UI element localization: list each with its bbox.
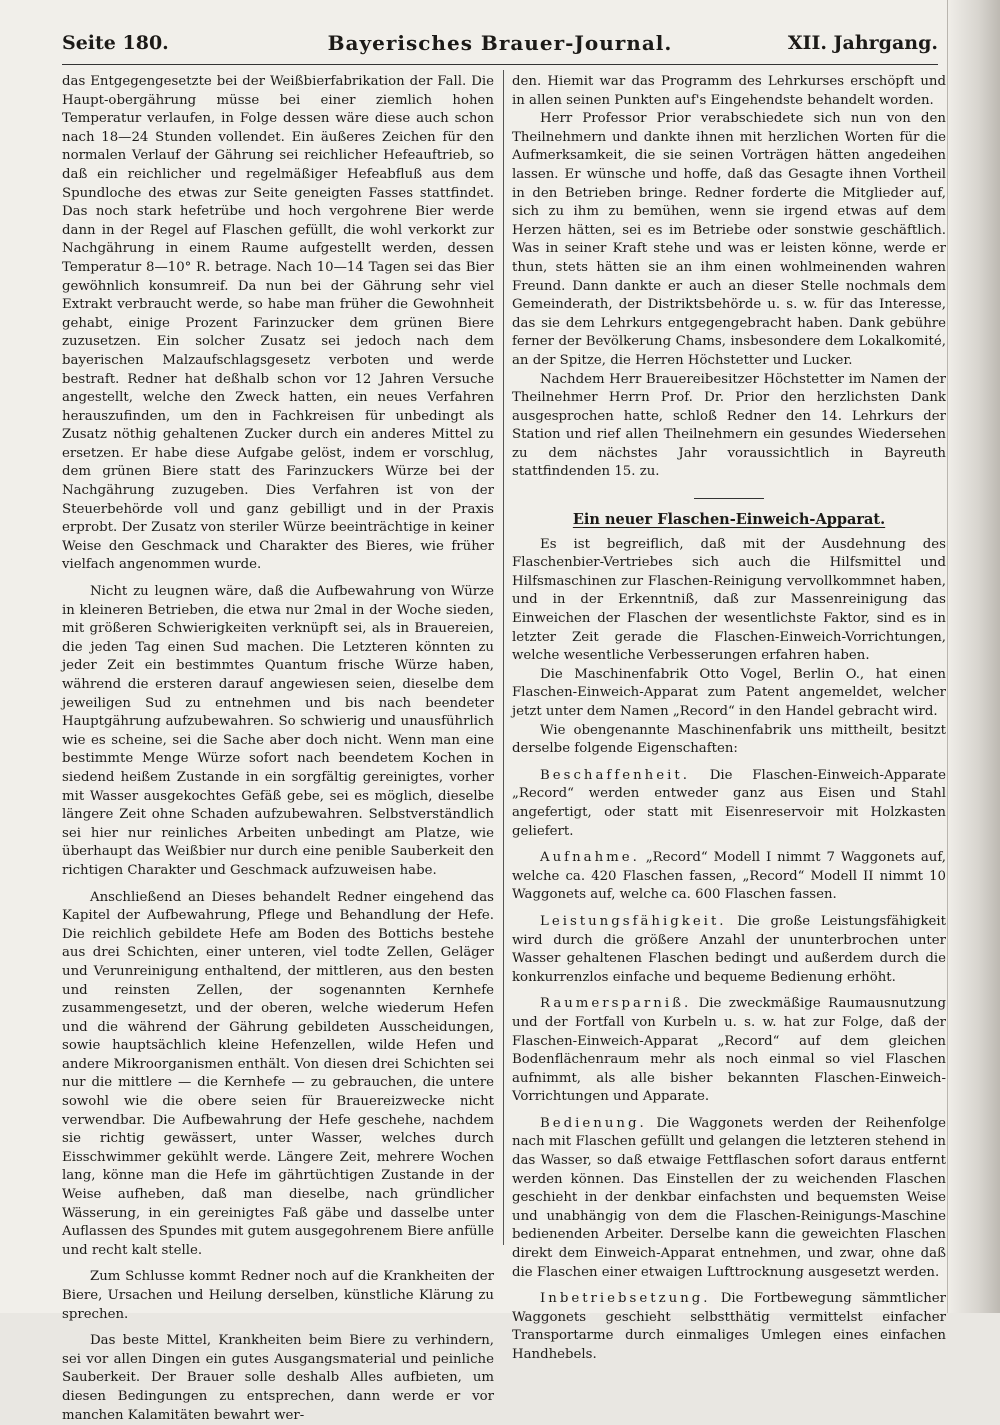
property-paragraph — [512, 767, 946, 841]
column-divider — [503, 70, 504, 1245]
page-edge-line — [947, 0, 948, 1313]
paragraph: Nachdem Herr Brauereibesitzer Höchstetter im Namen der Theilnehmer Herrn Prof. Dr. Prior den herzlichsten Dank ausgesprochen hatte, schloß Redner den 14. Lehrkurs der Station und rief allen Theilnehmern ein gesundes Wiedersehen zu dem nächstes Jahr voraussichtlich in Bayreuth stattfindenden 15. zu. — [512, 371, 946, 480]
property-term: Inbetriebsetzung. — [540, 1291, 711, 1307]
volume-label: XII. Jahrgang. — [787, 32, 938, 54]
paragraph: Nicht zu leugnen wäre, daß die Aufbewahrung von Würze in kleineren Betrieben, die etwa nur 2mal in der Woche sieden, mit größeren Schwierigkeiten verknüpft sei, als in Brauereien, die jeden Tag einen Sud machen. Die Letzteren könnten zu jeder Zeit ein bestimmtes Quantum frische Würze haben, während die ersteren darauf angewiesen seien, dieselbe dem jeweiligen Sud zu entnehmen und bis nach beendeter Hauptgährung aufzubewahren. So schwierig und unausführlich wie es scheine, sei die Sache aber doch nicht. Wenn man eine bestimmte Menge Würze sofort nach beendetem Kochen in siedend heißem Zustande in ein sorgfältig gereinigtes, vorher mit Wasser ausgekochtes Gefäß gebe, sei es möglich, dieselbe längere Zeit ohne Schaden aufzubewahren. Selbstverständlich sei hier nur reinliches Arbeiten unbedingt am Platze, wie überhaupt das Weißbier nur durch eine penible Sauberkeit den richtigen Charakter und Geschmack aufzuweisen habe. — [62, 584, 494, 878]
paragraph: Es ist begreiflich, daß mit der Ausdehnung des Flaschenbier-Vertriebes sich auch die Hilfsmittel und Hilfsmaschinen zur Flaschen-Reinigung vervollkommnet haben, und in der Erkenntniß, daß zur Massenreinigung das Einweichen der Flaschen der wesentlichste Faktor, sind es in letzter Zeit gerade die Flaschen-Einweich-Vorrichtungen, welche wesentliche Verbesserungen erfahren haben. — [512, 536, 946, 664]
property-paragraph — [512, 913, 946, 987]
property-paragraph — [512, 849, 946, 905]
property-text: „Record“ Modell I nimmt 7 Waggonets auf, welche ca. 420 Flaschen fassen, „Record“ Modell II nimmt 10 Waggonets auf, welche ca. 600 Flaschen fassen. — [512, 850, 946, 903]
page-header — [62, 30, 938, 60]
paragraph: Zum Schlusse kommt Redner noch auf die Krankheiten der Biere, Ursachen und Heilung derselben, künstliche Klärung zu sprechen. — [62, 1269, 494, 1322]
paragraph: den. Hiemit war das Programm des Lehrkurses erschöpft und in allen seinen Punkten auf's Eingehendste behandelt worden. — [512, 74, 946, 108]
page-number: Seite 180. — [62, 32, 169, 54]
section-separator — [694, 498, 764, 499]
property-text: Die zweckmäßige Raumausnutzung und der Fortfall von Kurbeln u. s. w. hat zur Folge, daß der Flaschen-Einweich-Apparat „Record“ auf dem gleichen Bodenflächenraum mehr als noch einmal so viel Flaschen aufnimmt, als alle bisher bekannten Flaschen-Einweich-Vorrichtungen und Apparate. — [512, 996, 946, 1105]
paragraph: Das beste Mittel, Krankheiten beim Biere zu verhindern, sei vor allen Dingen ein gutes Ausgangsmaterial und peinliche Sauberkeit. Der Brauer solle deshalb Alles aufbieten, um diesen Bedingungen zu entsprechen, dann werde er vor manchen Kalamitäten bewahrt wer- — [62, 1333, 494, 1423]
paragraph: Herr Professor Prior verabschiedete sich nun von den Theilnehmern und dankte ihnen mit herzlichen Worten für die Aufmerksamkeit, die sie seinen Vorträgen hätten angedeihen lassen. Er wünsche und hoffe, daß das Gesagte ihnen Vortheil in den Betrieben bringe. Redner forderte die Mitglieder auf, sich zu ihm zu bemühen, wenn sie irgend etwas auf dem Herzen hätten, sei es im Betriebe oder sonstwie geschäftlich. Was in seiner Kraft stehe und was er leisten könne, werde er thun, stets hätten sie an ihm einen wohlmeinenden wahren Freund. Dann dankte er auch an dieser Stelle nochmals dem Gemeinderath, der Distriktsbehörde u. s. w. für das Interesse, das sie dem Lehrkurs entgegengebracht haben. Dank gebühre ferner der Bevölkerung Chams, insbesondere dem Lokalkomité, an der Spitze, die Herren Höchstetter und Lucker. — [512, 111, 946, 368]
journal-title: Bayerisches Brauer-Journal. — [327, 31, 673, 55]
paragraph: Die Maschinenfabrik Otto Vogel, Berlin O., hat einen Flaschen-Einweich-Apparat zum Patent angemeldet, welcher jetzt unter dem Namen „Record“ in den Handel gebracht wird. — [512, 666, 946, 719]
property-term: Bedienung. — [540, 1115, 647, 1131]
paragraph: Wie obengenannte Maschinenfabrik uns mittheilt, besitzt derselbe folgende Eigenschaften: — [512, 722, 946, 757]
paragraph: Anschließend an Dieses behandelt Redner eingehend das Kapitel der Aufbewahrung, Pflege und Behandlung der Hefe. Die reichlich gebildete Hefe am Boden des Bottichs bestehe aus drei Schichten, einer unteren, viel todte Zellen, Geläger und Verunreinigung enthaltend, der mittleren, aus den besten und reinsten Zellen, der sogenannten Kernhefe zusammengesetzt, und der oberen, welche wiederum Hefen und die während der Gährung gebildeten Ausscheidungen, sowie hauptsächlich kleine Hefenzellen, wilde Hefen und andere Mikroorganismen enthält. Von diesen drei Schichten sei nur die mittlere — die Kernhefe — zu gebrauchen, die untere sowohl wie die obere seien für Brauereizwecke nicht verwendbar. Die Aufbewahrung der Hefe geschehe, nachdem sie richtig gewässert, unter Wasser, welches durch Eisschwimmer gekühlt werde. Längere Zeit, mehrere Wochen lang, könne man die Hefe im gährtüchtigen Zustande in der Weise aufheben, daß man dieselbe, nach gründlicher Wässerung, in ein gereinigtes Faß gäbe und dasselbe unter Auflassen des Spundes mit gutem ausgegohrenem Biere anfülle und recht kalt stelle. — [62, 889, 494, 1258]
page-edge-shadow — [946, 0, 1000, 1313]
left-column — [62, 73, 494, 1425]
property-paragraph — [512, 1115, 946, 1282]
property-term: Raumersparniß. — [540, 996, 692, 1012]
property-text: Die Flaschen-Einweich-Apparate „Record“ werden entweder ganz aus Eisen und Stahl angefertigt, oder statt mit Eisenreservoir mit Holzkasten geliefert. — [512, 767, 946, 839]
article-title: Ein neuer Flaschen-Einweich-Apparat. — [572, 511, 886, 529]
header-rule — [62, 64, 938, 65]
property-paragraph — [512, 1290, 946, 1364]
paragraph: das Entgegengesetzte bei der Weißbierfabrikation der Fall. Die Haupt-obergährung müsse bei einer ziemlich hohen Temperatur verlaufen, in Folge dessen wäre diese auch schon nach 18—24 Stunden vollendet. Ein äußeres Zeichen für den normalen Verlauf der Gährung sei reichlicher Hefeauftrieb, so daß ein reichlicher und regelmäßiger Hefeabfluß aus dem Spundloche des etwas zur Seite geneigten Fasses stattfindet. Das noch stark hefetrübe und hoch vergohrene Bier werde dann in der Regel auf Flaschen gefüllt, die wohl verkorkt zur Nachgährung in einem Raume aufgestellt werden, dessen Temperatur 8—10° R. betrage. Nach 10—14 Tagen sei das Bier gewöhnlich konsumreif. Da nun bei der Gährung sehr viel Extrakt verbraucht werde, so habe man früher die Gewohnheit gehabt, einige Prozent Farinzucker dem grünen Biere zuzusetzen. Ein solcher Zusatz sei jedoch nach dem bayerischen Malzaufschlagsgesetz verboten und werde bestraft. Redner hat deßhalb schon vor 12 Jahren Versuche angestellt, welche den Zweck hatten, ein neues Verfahren herauszufinden, um den in Fachkreisen für unbedingt als Zusatz nöthig gehaltenen Zucker durch ein anderes Mittel zu ersetzen. Er habe diese Aufgabe gelöst, indem er vorschlug, dem grünen Biere statt des Farinzuckers Würze bei der Nachgährung zuzugeben. Dies Verfahren ist von der Steuerbehörde voll und ganz gebilligt und in der Praxis erprobt. Der Zusatz von steriler Würze beeinträchtige in keiner Weise den Geschmack und Charakter des Bieres, wie früher vielfach angenommen wurde. — [62, 74, 494, 573]
property-text: Die Waggonets werden der Reihenfolge nach mit Flaschen gefüllt und gelangen die letzteren stehend in das Wasser, so daß etwaige Fettflaschen sofort daraus entfernt werden können. Das Einstellen der zu weichenden Flaschen geschieht in der denkbar einfachsten und bequemsten Weise und unabhängig von dem die Flaschen-Reinigungs-Maschine bedienenden Arbeiter. Derselbe kann die geweichten Flaschen direkt dem Einweich-Apparat entnehmen, und zwar, ohne daß die Flaschen einer etwaigen Lufttrocknung ausgesetzt werden. — [512, 1115, 946, 1280]
property-term: Leistungsfähigkeit. — [540, 913, 727, 929]
property-text: Die große Leistungsfähigkeit wird durch die größere Anzahl der ununterbrochen unter Wasser gehaltenen Flaschen bedingt und außerdem durch die konkurrenzlos einfache und bequeme Bedienung erhöht. — [512, 913, 946, 985]
right-column — [512, 73, 946, 1365]
property-text: Die Fortbewegung sämmtlicher Waggonets geschieht selbstthätig vermittelst einfacher Transportarme durch einmaliges Umlegen eines einfachen Handhebels. — [512, 1291, 946, 1362]
property-term: Aufnahme. — [540, 850, 640, 866]
property-paragraph — [512, 995, 946, 1107]
property-term: Beschaffenheit. — [540, 767, 690, 783]
